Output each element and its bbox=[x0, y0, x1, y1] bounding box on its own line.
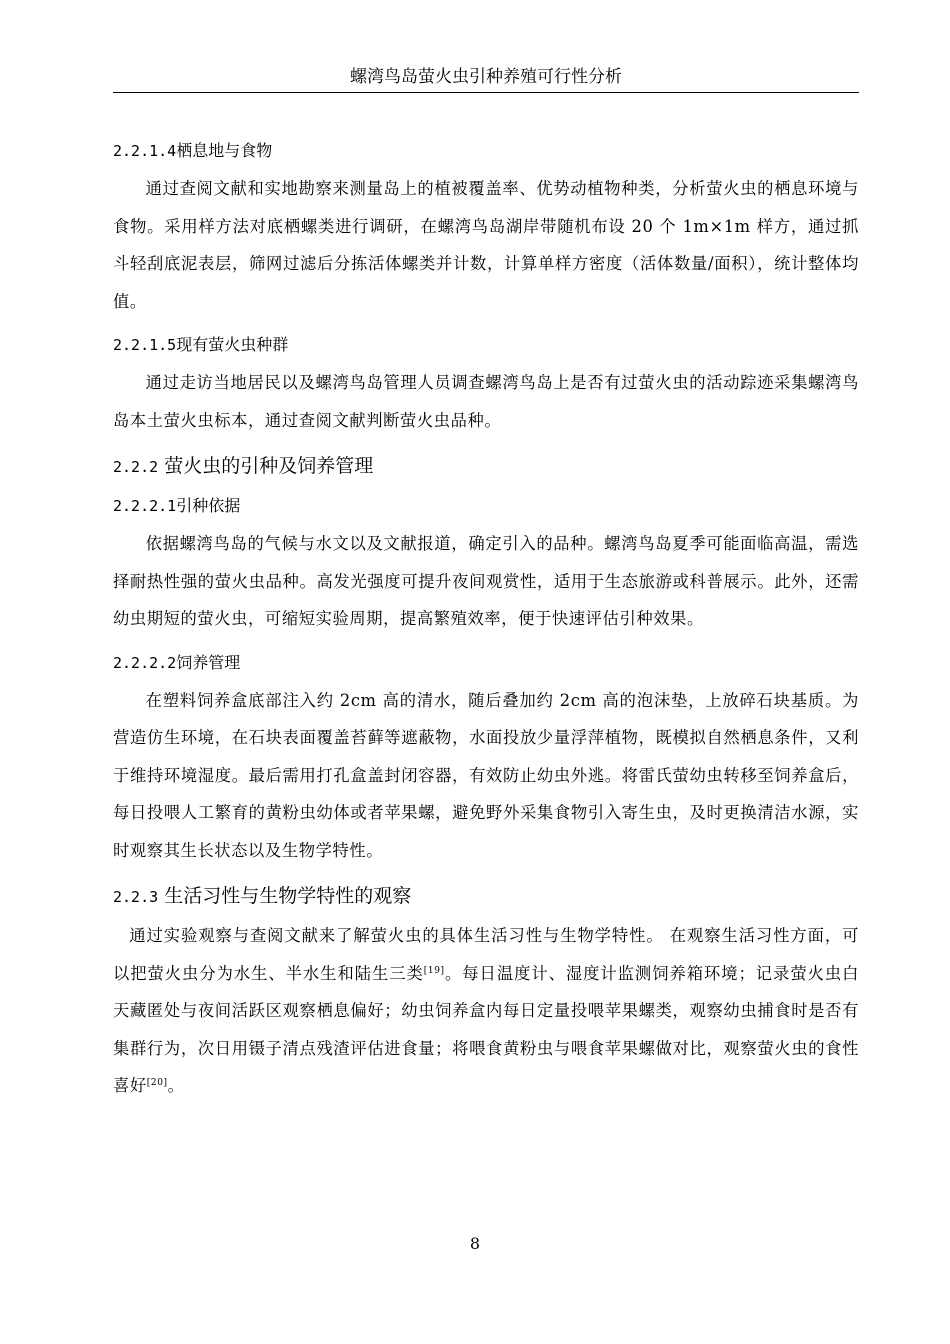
paragraph-observation bbox=[113, 917, 859, 1105]
citation-20: [20] bbox=[146, 1078, 168, 1088]
section-title: 生活习性与生物学特性的观察 bbox=[164, 885, 412, 907]
paragraph-habitat-food: 通过查阅文献和实地勘察来测量岛上的植被覆盖率、优势动植物种类，分析萤火虫的栖息环境与食物。采用样方法对底栖螺类进行调研，在螺湾鸟岛湖岸带随机布设 20 个 1m×1m 样方，通过抓斗轻刮底泥表层，筛网过滤后分拣活体螺类并计数，计算单样方密度（活体数量/面积），统计整体均值。 bbox=[113, 179, 859, 311]
section-number: 2.2.1.5 bbox=[113, 336, 177, 354]
section-title: 引种依据 bbox=[176, 496, 241, 515]
page-body bbox=[113, 132, 859, 1111]
heading-2-2-2-1 bbox=[113, 487, 859, 525]
heading-2-2-2-2 bbox=[113, 644, 859, 682]
observation-text-part2: 。每日温度计、湿度计监测饲养箱环境；记录萤火虫白天藏匿处与夜间活跃区观察栖息偏好；幼虫饲养盒内每日定量投喂苹果螺类，观察幼虫捕食时是否有集群行为，次日用镊子清点残渣评估进食量；将喂食黄粉虫与喂食苹果螺做对比，观察萤火虫的食性喜好 bbox=[113, 963, 859, 1095]
paragraph-existing-population: 通过走访当地居民以及螺湾鸟岛管理人员调查螺湾鸟岛上是否有过萤火虫的活动踪迹采集螺湾鸟岛本土萤火虫标本，通过查阅文献判断萤火虫品种。 bbox=[113, 373, 859, 430]
running-header: 螺湾鸟岛萤火虫引种养殖可行性分析 bbox=[113, 64, 859, 93]
paragraph-rearing-management: 在塑料饲养盒底部注入约 2cm 高的清水，随后叠加约 2cm 高的泡沫垫，上放碎石块基质。为营造仿生环境，在石块表面覆盖苔藓等遮蔽物，水面投放少量浮萍植物，既模拟自然栖息条件，又利于维持环境湿度。最后需用打孔盒盖封闭容器，有效防止幼虫外逃。将雷氏萤幼虫转移至饲养盒后，每日投喂人工繁育的黄粉虫幼体或者苹果螺，避免野外采集食物引入寄生虫，及时更换清洁水源，实时观察其生长状态以及生物学特性。 bbox=[113, 690, 859, 860]
observation-text-part3: 。 bbox=[167, 1076, 185, 1095]
section-title: 萤火虫的引种及饲养管理 bbox=[164, 455, 374, 477]
heading-2-2-1-4 bbox=[113, 132, 859, 170]
section-title: 栖息地与食物 bbox=[176, 141, 273, 160]
section-title: 现有萤火虫种群 bbox=[176, 335, 289, 354]
section-number: 2.2.2 bbox=[113, 458, 159, 476]
observation-text-part1: 通过实验观察与查阅文献来了解萤火虫的具体生活习性与生物学特性。 在观察生活习性方面，可以把萤火虫分为水生、半水生和陆生三类 bbox=[113, 926, 859, 983]
paragraph-introduction-basis: 依据螺湾鸟岛的气候与水文以及文献报道，确定引入的品种。螺湾鸟岛夏季可能面临高温，需选择耐热性强的萤火虫品种。高发光强度可提升夜间观赏性，适用于生态旅游或科普展示。此外，还需幼虫期短的萤火虫，可缩短实验周期，提高繁殖效率，便于快速评估引种效果。 bbox=[113, 534, 859, 628]
section-title: 饲养管理 bbox=[176, 652, 241, 672]
section-number: 2.2.2.2 bbox=[113, 653, 177, 672]
section-number: 2.2.3 bbox=[113, 888, 159, 906]
heading-2-2-1-5 bbox=[113, 326, 859, 364]
citation-19: [19] bbox=[423, 965, 445, 976]
page-number: 8 bbox=[469, 1234, 481, 1253]
heading-2-2-2 bbox=[113, 445, 859, 487]
section-number: 2.2.1.4 bbox=[113, 142, 177, 160]
section-number: 2.2.2.1 bbox=[113, 497, 177, 515]
heading-2-2-3 bbox=[113, 875, 859, 917]
